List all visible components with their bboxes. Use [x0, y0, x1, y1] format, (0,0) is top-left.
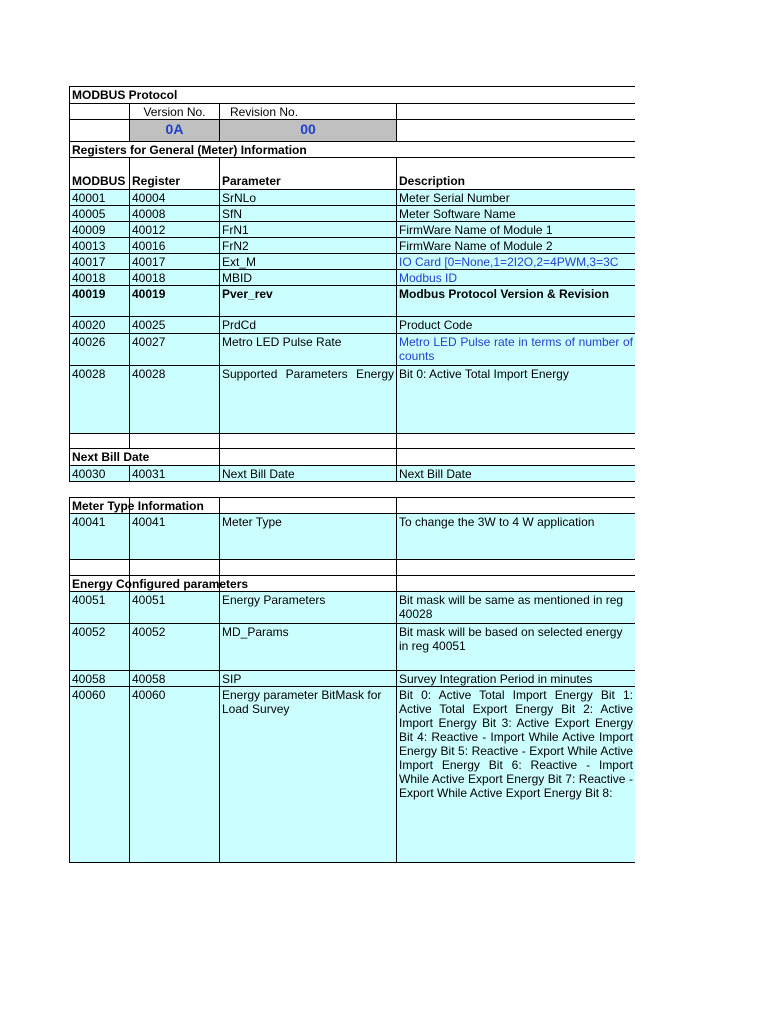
- col-modbus: MODBUS: [69, 158, 129, 189]
- section-meter-type-title: Meter Type Information: [69, 498, 219, 513]
- table-row: 40052 40052 MD_Params Bit mask will be based on selected energy in reg 40051: [69, 623, 635, 670]
- table-row: 40018 40018 MBID Modbus ID: [69, 269, 635, 285]
- section-meter-type-row: [69, 497, 635, 513]
- section-energy-config-row: [69, 575, 635, 591]
- sheet-title: MODBUS Protocol: [69, 87, 635, 103]
- table-row: 40009 40012 FrN1 FirmWare Name of Module 1: [69, 221, 635, 237]
- table-row: 40051 40051 Energy Parameters Bit mask will be same as mentioned in reg 40028: [69, 591, 635, 623]
- version-label: Version No.: [129, 104, 219, 119]
- table-row: 40013 40016 FrN2 FirmWare Name of Module 2: [69, 237, 635, 253]
- table-row: 40026 40027 Metro LED Pulse Rate Metro LED Pulse rate in terms of number of counts: [69, 333, 635, 365]
- table-row: 40060 40060 Energy parameter BitMask for Load Survey Bit 0: Active Total Import Energy Bit 1: Active Total Export Energy Bit 2: Active Import Energy Bit 3: Active Export Energy Bit 4: Reactive - Import While Active Import Energy Bit 5: Reactive - Export While Active Import Energy Bit 6: Reactive - Import While Active Export Energy Bit 7: Reactive - Export While Active Export Energy Bit 8:: [69, 686, 635, 863]
- column-header-row: [69, 157, 635, 189]
- version-value: 0A: [129, 120, 219, 141]
- table-row: 40028 40028 Supported Parameters Energy Bit 0: Active Total Import Energy: [69, 365, 635, 433]
- blank-row: [69, 559, 635, 575]
- table-row: 40019 40019 Pver_rev Modbus Protocol Version & Revision: [69, 285, 635, 316]
- blank-row: [69, 433, 635, 448]
- revision-label: Revision No.: [219, 104, 396, 119]
- table-row: 40058 40058 SIP Survey Integration Period in minutes: [69, 670, 635, 686]
- table-row: 40005 40008 SfN Meter Software Name: [69, 205, 635, 221]
- table-row: 40020 40025 PrdCd Product Code: [69, 316, 635, 333]
- col-register: Register: [129, 158, 219, 189]
- section-next-bill-title: Next Bill Date: [69, 449, 219, 465]
- table-row: 40030 40031 Next Bill Date Next Bill Date: [69, 465, 635, 482]
- col-parameter: Parameter: [219, 158, 396, 189]
- table-row: 40017 40017 Ext_M IO Card [0=None,1=2I2O,2=4PWM,3=3C: [69, 253, 635, 269]
- revision-value: 00: [219, 120, 396, 141]
- table-row: 40041 40041 Meter Type To change the 3W to 4 W application: [69, 513, 635, 559]
- table-row: 40001 40004 SrNLo Meter Serial Number: [69, 189, 635, 205]
- col-description: Description: [396, 158, 635, 189]
- version-value-row: [69, 119, 635, 141]
- section-next-bill-row: [69, 448, 635, 465]
- title-row: [69, 86, 635, 103]
- version-label-row: [69, 103, 635, 119]
- modbus-sheet: [69, 86, 635, 863]
- section-general-title: Registers for General (Meter) Information: [69, 142, 635, 157]
- section-energy-config-title: Energy Configured parameters: [69, 576, 319, 591]
- section-general-row: [69, 141, 635, 157]
